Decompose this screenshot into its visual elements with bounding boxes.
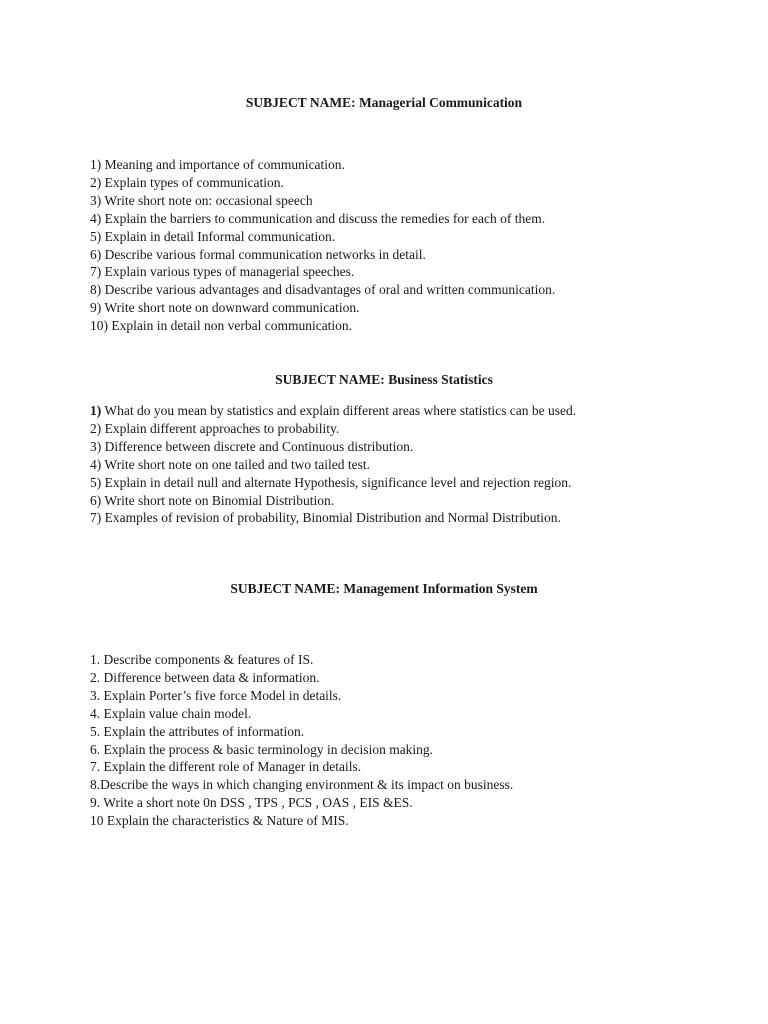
question-item xyxy=(90,210,555,228)
question-text: Examples of revision of probability, Binomial Distribution and Normal Distribution. xyxy=(101,510,561,526)
question-number: 5. xyxy=(90,723,101,739)
question-list-managerial-communication xyxy=(90,156,555,335)
question-text: Explain Porter’s five force Model in details. xyxy=(100,687,342,703)
question-item xyxy=(90,776,513,794)
question-text: Describe components & features of IS. xyxy=(100,652,314,667)
question-text: Explain the attributes of information. xyxy=(100,723,305,739)
heading-subject: Managerial Communication xyxy=(358,95,523,110)
question-item xyxy=(90,402,576,420)
question-number: 6) xyxy=(90,246,102,262)
question-number: 10 xyxy=(90,813,104,829)
question-number: 7) xyxy=(90,510,102,526)
heading-prefix: SUBJECT NAME: xyxy=(245,95,359,110)
question-text: Meaning and importance of communication. xyxy=(101,157,345,172)
question-text: Difference between discrete and Continuous distribution. xyxy=(101,438,414,454)
question-item xyxy=(90,687,513,705)
question-text: Explain the process & basic terminology in decision making. xyxy=(100,741,434,757)
question-number: 5) xyxy=(90,228,102,244)
question-item xyxy=(90,420,576,438)
question-item xyxy=(90,474,576,492)
question-number: 8. xyxy=(90,777,101,793)
question-text: Explain value chain model. xyxy=(100,705,252,721)
question-item xyxy=(90,741,513,759)
question-number: 6. xyxy=(90,741,101,757)
question-item xyxy=(90,509,576,527)
question-text: Explain the different role of Manager in details. xyxy=(100,759,362,775)
question-text: Explain in detail null and alternate Hypothesis, significance level and rejection region. xyxy=(101,474,572,490)
question-item xyxy=(90,156,555,174)
section-heading-business-statistics xyxy=(0,371,768,389)
question-number: 7. xyxy=(90,759,101,775)
question-item xyxy=(90,246,555,264)
question-item xyxy=(90,192,555,210)
question-text: Describe the ways in which changing environment & its impact on business. xyxy=(100,777,514,793)
question-text: Write short note on one tailed and two tailed test. xyxy=(101,456,371,472)
question-text: Explain in detail non verbal communication. xyxy=(108,318,353,334)
question-item xyxy=(90,317,555,335)
question-text: Write short note on Binomial Distribution. xyxy=(101,492,335,508)
question-item xyxy=(90,438,576,456)
question-number: 1) xyxy=(90,403,102,418)
question-text: Difference between data & information. xyxy=(100,669,320,685)
question-text: What do you mean by statistics and explain different areas where statistics can be used. xyxy=(101,403,577,418)
question-number: 3) xyxy=(90,438,102,454)
question-item xyxy=(90,758,513,776)
question-item xyxy=(90,174,555,192)
question-item xyxy=(90,456,576,474)
question-number: 7) xyxy=(90,264,102,280)
question-number: 1) xyxy=(90,157,102,172)
question-text: Write short note on: occasional speech xyxy=(101,192,313,208)
question-text: Write short note on downward communication. xyxy=(101,300,360,316)
question-number: 2) xyxy=(90,174,102,190)
question-item xyxy=(90,492,576,510)
question-number: 10) xyxy=(90,318,108,334)
question-text: Write a short note 0n DSS , TPS , PCS , OAS , EIS &ES. xyxy=(100,795,413,811)
question-number: 4. xyxy=(90,705,101,721)
question-number: 9) xyxy=(90,300,102,316)
question-item xyxy=(90,794,513,812)
question-number: 6) xyxy=(90,492,102,508)
heading-subject: Business Statistics xyxy=(388,372,493,387)
question-item xyxy=(90,263,555,281)
question-item xyxy=(90,669,513,687)
question-number: 5) xyxy=(90,474,102,490)
question-number: 9. xyxy=(90,795,101,811)
heading-subject: Management Information System xyxy=(343,581,538,596)
question-item xyxy=(90,651,513,669)
heading-prefix: SUBJECT NAME: xyxy=(230,581,344,596)
question-list-business-statistics xyxy=(90,402,576,527)
question-text: Explain different approaches to probability. xyxy=(101,420,340,436)
question-text: Explain the characteristics & Nature of MIS. xyxy=(103,813,349,829)
question-number: 4) xyxy=(90,456,102,472)
question-item xyxy=(90,705,513,723)
question-number: 4) xyxy=(90,210,102,226)
question-list-management-information-system xyxy=(90,651,513,830)
question-number: 2) xyxy=(90,420,102,436)
question-number: 8) xyxy=(90,282,102,298)
question-text: Explain in detail Informal communication. xyxy=(101,228,336,244)
question-item xyxy=(90,812,513,830)
question-item xyxy=(90,228,555,246)
question-text: Describe various formal communication networks in detail. xyxy=(101,246,426,262)
question-number: 1. xyxy=(90,652,101,667)
question-text: Describe various advantages and disadvantages of oral and written communication. xyxy=(101,282,556,298)
question-number: 3) xyxy=(90,192,102,208)
question-number: 3. xyxy=(90,687,101,703)
question-text: Explain various types of managerial speeches. xyxy=(101,264,355,280)
question-number: 2. xyxy=(90,669,101,685)
question-item xyxy=(90,299,555,317)
question-item xyxy=(90,281,555,299)
question-text: Explain types of communication. xyxy=(101,174,284,190)
question-item xyxy=(90,723,513,741)
question-text: Explain the barriers to communication and discuss the remedies for each of them. xyxy=(101,210,546,226)
heading-prefix: SUBJECT NAME: xyxy=(275,372,389,387)
section-heading-management-information-system xyxy=(0,580,768,598)
section-heading-managerial-communication xyxy=(0,94,768,112)
